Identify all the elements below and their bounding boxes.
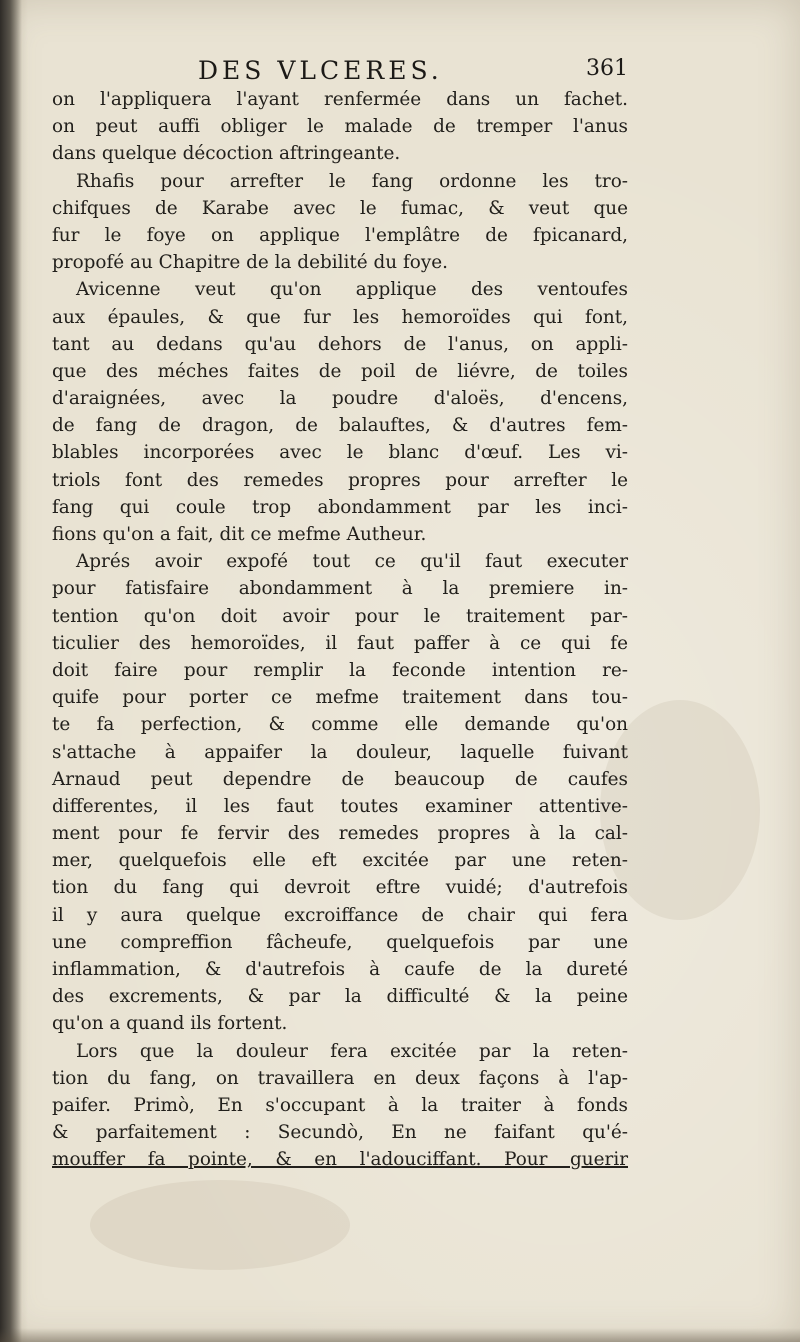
- text-line: on l'appliquera l'ayant renfermée dans un fachet.: [52, 89, 628, 110]
- text-line: tant au dedans qu'au dehors de l'anus, on appli-: [52, 333, 628, 355]
- text-line: on peut auffi obliger le malade de tremper l'anus: [52, 116, 628, 138]
- text-line: inflammation, & d'autrefois à caufe de la dureté: [52, 959, 628, 980]
- text-line: dans quelque décoction aftringeante.: [52, 143, 401, 165]
- text-line: tention qu'on doit avoir pour le traitement par-: [52, 605, 628, 627]
- text-line: aux épaules, & que fur les hemoroïdes qui font,: [52, 306, 628, 328]
- text-line: fang qui coule trop abondamment par les inci-: [52, 496, 628, 518]
- text-line: doit faire pour remplir la feconde intention re-: [52, 659, 628, 681]
- underlined-text-line: mouffer fa pointe, & en l'adouciffant. Pour guerir: [52, 1149, 628, 1171]
- text-line: te fa perfection, & comme elle demande qu'on: [52, 714, 628, 736]
- text-line: quife pour porter ce mefme traitement dans tou-: [52, 687, 628, 709]
- text-line: ticulier des hemoroïdes, il faut paffer à ce qui fe: [52, 632, 628, 654]
- text-line: que des méches faites de poil de liévre, de toiles: [52, 360, 628, 382]
- text-line: d'araignées, avec la poudre d'aloës, d'encens,: [52, 388, 628, 410]
- text-line: differentes, il les faut toutes examiner attentive-: [52, 795, 628, 817]
- text-line: s'attache à appaifer la douleur, laquelle fuivant: [52, 741, 628, 763]
- paragraph-start-line: Avicenne veut qu'on applique des ventoufes: [76, 279, 628, 301]
- text-line: des excrements, & par la difficulté & la peine: [52, 986, 628, 1008]
- body-text: [52, 86, 628, 1174]
- text-line: propofé au Chapitre de la debilité du foye.: [52, 252, 448, 274]
- text-line: fions qu'on a fait, dit ce mefme Autheur.: [52, 524, 427, 545]
- page-header: [52, 56, 628, 88]
- text-line: qu'on a quand ils fortent.: [52, 1013, 288, 1035]
- text-line: blables incorporées avec le blanc d'œuf. Les vi-: [52, 442, 628, 464]
- page-number: 361: [586, 56, 628, 81]
- paragraph-start-line: Aprés avoir expofé tout ce qu'il faut executer: [76, 551, 628, 573]
- text-line: mer, quelquefois elle eft excitée par une reten-: [52, 850, 628, 872]
- text-line: il y aura quelque excroiffance de chair qui fera: [52, 904, 628, 926]
- running-title: DES VLCERES.: [198, 56, 443, 85]
- paper-stain: [90, 1180, 350, 1270]
- text-line: chifques de Karabe avec le fumac, & veut que: [52, 197, 628, 219]
- paragraph-start-line: Lors que la douleur fera excitée par la reten-: [76, 1040, 628, 1062]
- text-line: tion du fang qui devroit eftre vuidé; d'autrefois: [52, 877, 628, 899]
- text-line: de fang de dragon, de balauftes, & d'autres fem-: [52, 415, 628, 437]
- text-line: & parfaitement : Secundò, En ne faifant qu'é-: [52, 1122, 628, 1144]
- text-line: fur le foye on applique l'emplâtre de fpicanard,: [52, 224, 628, 246]
- text-line: une compreffion fâcheufe, quelquefois par une: [52, 931, 628, 953]
- book-spine-shadow: [0, 0, 22, 1342]
- text-line: ment pour fe fervir des remedes propres à la cal-: [52, 823, 628, 845]
- text-line: triols font des remedes propres pour arrefter le: [52, 469, 628, 491]
- text-line: pour fatisfaire abondamment à la premiere in-: [52, 578, 628, 600]
- text-line: tion du fang, on travaillera en deux façons à l'ap-: [52, 1067, 628, 1089]
- paragraph-start-line: Rhafis pour arrefter le fang ordonne les tro-: [76, 170, 628, 192]
- page-bottom-edge: [0, 1328, 800, 1342]
- text-line: paifer. Primò, En s'occupant à la traiter à fonds: [52, 1094, 628, 1116]
- text-line: Arnaud peut dependre de beaucoup de caufes: [52, 768, 628, 790]
